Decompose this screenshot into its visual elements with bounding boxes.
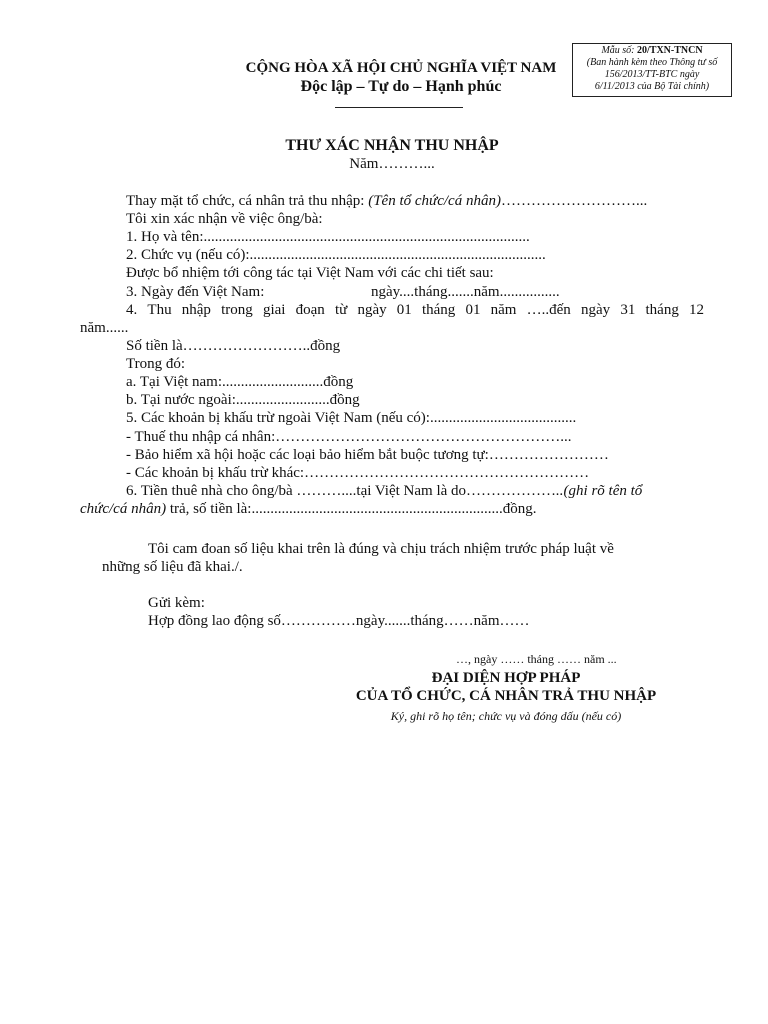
income-period-word: tháng <box>645 302 679 318</box>
attachments-label: Gửi kèm: <box>148 595 205 611</box>
arrival-date-label: 3. Ngày đến Việt Nam: <box>126 284 265 300</box>
legal-representative-subtitle: CỦA TỔ CHỨC, CÁ NHÂN TRẢ THU NHẬP <box>355 688 657 704</box>
income-period-word: ngày <box>580 302 611 318</box>
income-period-word: 12 <box>689 302 704 318</box>
income-period-word: năm <box>490 302 517 318</box>
arrival-date-value: ngày....tháng.......năm................ <box>371 284 560 300</box>
signature-instruction: Ký, ghi rõ họ tên; chức vụ và đóng dấu (nếu có) <box>390 709 622 723</box>
payer-line <box>126 193 647 210</box>
full-name-line: 1. Họ và tên:....................................................................................... <box>126 229 530 245</box>
housing-line-continued <box>80 501 536 518</box>
income-period-line <box>126 302 704 319</box>
document-year: Năm………... <box>349 156 435 172</box>
labor-contract-line: Hợp đồng lao động số……………ngày.......tháng……năm…… <box>148 613 530 629</box>
domestic-amount-line: a. Tại Việt nam:...........................đồng <box>126 374 354 390</box>
other-deductions-line: - Các khoản bị khấu trừ khác:………………………………………………… <box>126 465 590 481</box>
deductions-line: 5. Các khoản bị khấu trừ ngoài Việt Nam (nếu có):....................................... <box>126 410 577 426</box>
income-period-word: giai <box>262 302 286 318</box>
housing-hint: ..(ghi rõ tên tổ <box>556 483 643 499</box>
income-period-word: …..đến <box>526 302 571 318</box>
appointment-line: Được bổ nhiệm tới công tác tại Việt Nam với các chi tiết sau: <box>126 265 494 281</box>
income-period-word: đoạn <box>295 302 325 318</box>
legal-representative-title: ĐẠI DIỆN HỢP PHÁP <box>431 670 581 686</box>
income-period-word: 4. <box>126 302 138 318</box>
housing-line <box>126 483 642 500</box>
income-period-word: tháng <box>421 302 456 318</box>
breakdown-label: Trong đó: <box>126 356 186 372</box>
motto-underline <box>335 107 463 108</box>
income-period-word: 01 <box>396 302 412 318</box>
payer-hint: (Tên tổ chức/cá nhân) <box>368 193 501 209</box>
position-line: 2. Chức vụ (nếu có):............................................................................... <box>126 247 546 263</box>
income-period-word: nhập <box>181 302 211 318</box>
insurance-line: - Bảo hiểm xã hội hoặc các loại bảo hiểm bắt buộc tương tự:…………………… <box>126 447 609 463</box>
income-period-word: trong <box>221 302 253 318</box>
income-period-word: Thu <box>147 302 172 318</box>
form-number-date: 6/11/2013 của Bộ Tài chính) <box>594 81 710 92</box>
form-number-code: 20/TXN-TNCN <box>637 45 703 56</box>
pit-line: - Thuế thu nhập cá nhân:…………………………………………………... <box>126 429 572 445</box>
income-period-word: từ <box>334 302 348 318</box>
national-motto: Độc lập – Tự do – Hạnh phúc <box>300 78 502 95</box>
form-number-prefix: Mẫu số: <box>601 45 635 56</box>
housing-text: 6. Tiền thuê nhà cho ông/bà ………....tại Việt Nam là do……………… <box>126 483 557 499</box>
commitment-line-2: những số liệu đã khai./. <box>102 559 243 575</box>
amount-line: Số tiền là……………………..đồng <box>126 338 341 354</box>
income-period-word: 01 <box>465 302 481 318</box>
housing-hint-continued: chức/cá nhân) <box>80 501 167 517</box>
income-period-word: ngày <box>357 302 387 318</box>
signature-date: …, ngày …… tháng …… năm ... <box>456 652 617 666</box>
housing-amount: trả, số tiền là:...................................................................đồng. <box>166 501 537 517</box>
form-number-issued-line: (Ban hành kèm theo Thông tư số <box>586 57 718 68</box>
commitment-line-1: Tôi cam đoan số liệu khai trên là đúng và chịu trách nhiệm trước pháp luật về <box>148 541 614 557</box>
confirm-intro: Tôi xin xác nhận về việc ông/bà: <box>126 211 323 227</box>
form-number-circular: 156/2013/TT-BTC ngày <box>604 69 700 80</box>
income-period-word: 31 <box>620 302 636 318</box>
country-name: CỘNG HÒA XÃ HỘI CHỦ NGHĨA VIỆT NAM <box>245 60 557 76</box>
document-title: THƯ XÁC NHẬN THU NHẬP <box>285 137 499 154</box>
payer-label: Thay mặt tổ chức, cá nhân trả thu nhập: <box>126 193 369 209</box>
payer-dots: ………………………... <box>500 193 648 209</box>
foreign-amount-line: b. Tại nước ngoài:.........................đồng <box>126 392 360 408</box>
income-period-continued: năm...... <box>80 320 129 336</box>
